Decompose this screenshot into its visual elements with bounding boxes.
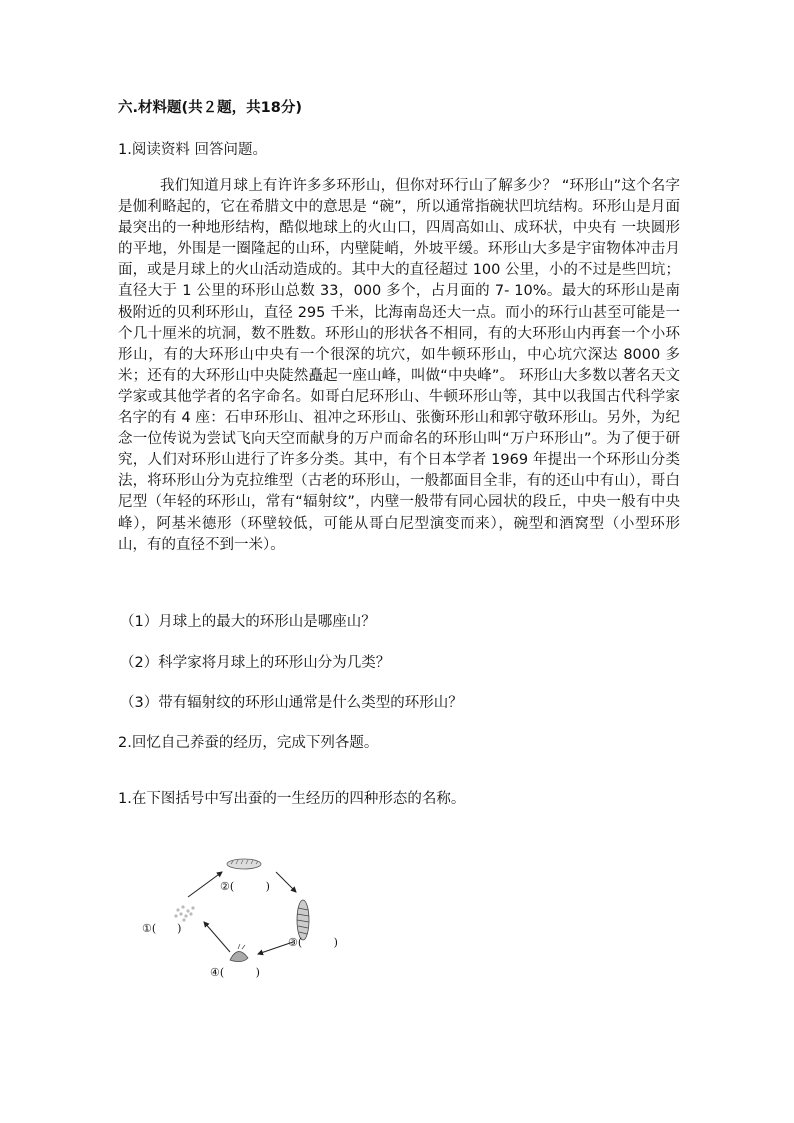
reading-passage: 我们知道月球上有许许多多环形山，但你对环行山了解多少？ “环形山”这个名字是伽利略起的，它在希腊文中的意思是 “碗”，所以通常指碗状凹坑结构。环形山是月面最突出的一种地形结构，酷似地球上的火山口，四周高如山、成环状，中央有 一块圆形的平地，外围是一圈隆起的山环，内壁陡峭，外坡平缓。环形山大多是宇宙物体冲击月面，或是月球上的火山活动造成的。其中大的直径超过 100 公里，小的不过是些凹坑；直径大于 1 公里的环形山总数 33，000 多个，占月面的 7- 10%。最大的环形山是南极附近的贝利环形山，直径 295 千米，比海南岛还大一点。而小的环行山甚至可能是一个几十厘米的坑洞，数不胜数。环形山的形状各不相同，有的大环形山内再套一个小环形山，有的大环形山中央有一个很深的坑穴，如牛顿环形山，中心坑穴深达 8000 多米；还有的大环形山中央陡然矗起一座山峰，叫做“中央峰”。 环形山大多数以著名天文学家或其他学者的名字命名。如哥白尼环形山、牛顿环形山等，其中以我国古代科学家名字的有 4 座：石申环形山、祖冲之环形山、张衡环形山和郭守敬环形山。另外，为纪念一位传说为尝试飞向天空而献身的万户而命名的环形山叫“万户环形山”。为了便于研究，人们对环形山进行了许多分类。其中，有个日本学者 1969 年提出一个环形山分类法，将环形山分为克拉维型（古老的环形山，一般都面目全非，有的还山中有山），哥白尼型（年轻的环形山，常有“辐射纹”，内壁一般带有同心园状的段丘，中央一般有中央峰），阿基米德形（环壁较低，可能从哥白尼型演变而来），碗型和酒窝型（小型环形山，有的直径不到一米）。 (118, 178, 680, 553)
question-2-heading: 2.回忆自己养蚕的经历，完成下列各题。 (118, 735, 379, 751)
question-1-sub-3: （3）带有辐射纹的环形山通常是什么类型的环形山？ (120, 695, 463, 711)
section-title: 六.材料题(共２题，共18分) (118, 100, 302, 116)
stage-label-4: ④( ) (210, 966, 260, 979)
larva-illustration (227, 859, 261, 869)
question-1-sub-1: （1）月球上的最大的环形山是哪座山？ (120, 614, 376, 630)
question-1-sub-2: （2）科学家将月球上的环形山分为几类？ (120, 655, 391, 671)
arrow-larva-to-pupa (276, 872, 296, 892)
moth-illustration (230, 944, 248, 962)
pupa-illustration (297, 900, 309, 940)
silkworm-lifecycle-diagram (138, 852, 368, 992)
question-1-heading: 1.阅读资料 回答问题。 (118, 142, 267, 158)
arrow-egg-to-larva (188, 872, 222, 897)
question-2-sub-1: 1.在下图括号中写出蚕的一生经历的四种形态的名称。 (118, 791, 466, 807)
stage-label-1: ①( ) (142, 922, 182, 935)
stage-label-2: ②( ) (220, 880, 270, 893)
stage-label-3: ③( ) (288, 936, 338, 949)
arrow-moth-to-egg (204, 922, 230, 952)
egg-illustration (174, 905, 194, 921)
